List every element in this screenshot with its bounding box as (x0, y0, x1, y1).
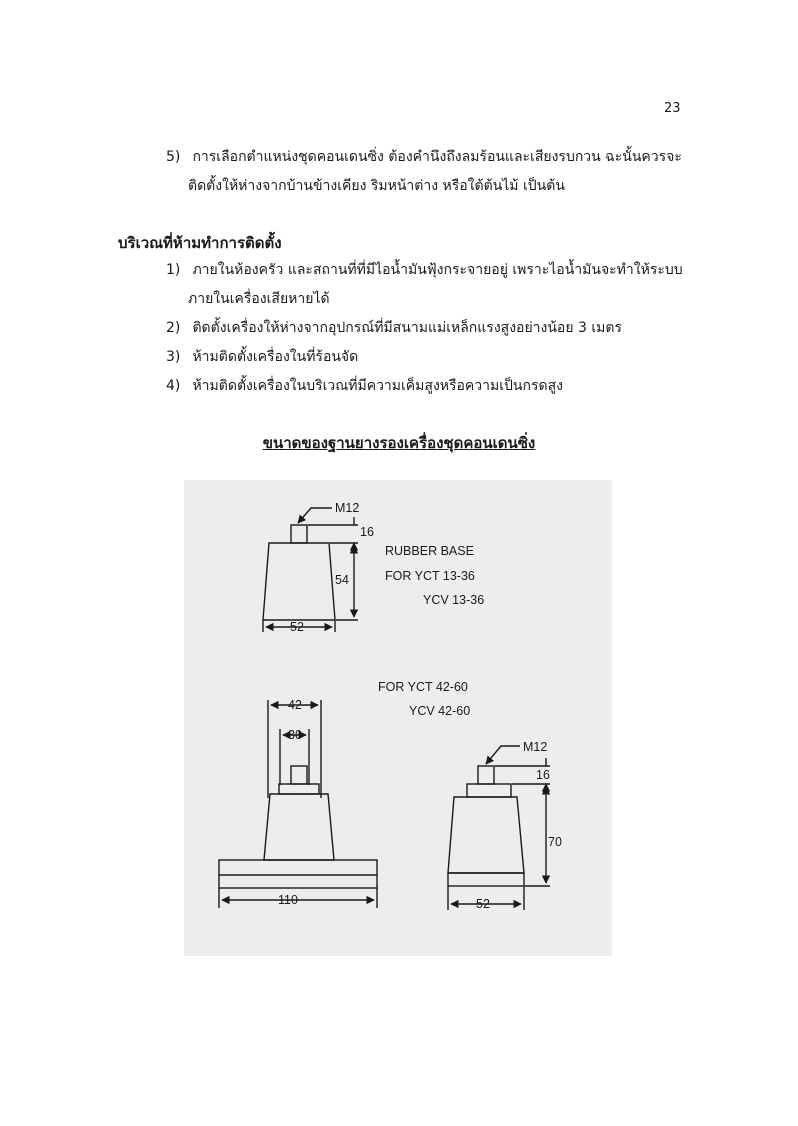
left-ext-line (268, 700, 321, 798)
right-body-height-label: 70 (548, 835, 562, 849)
left-base-plate (219, 860, 377, 888)
top-for-label: FOR YCT 13-36 (385, 569, 475, 583)
left-outer-label: 42 (288, 698, 302, 712)
top-bolt-leader (298, 508, 332, 523)
prohibited-item-2 (166, 314, 622, 343)
right-bolt-leader (486, 746, 520, 764)
left-base-label: 110 (278, 893, 298, 907)
middle-for-label: FOR YCT 42-60 (378, 680, 468, 694)
item-number: 4) (166, 378, 181, 394)
top-body (263, 543, 335, 620)
top-for-label-2: YCV 13-36 (423, 593, 485, 607)
item-text: การเลือกตำแหน่งชุดคอนเดนซิ่ง ต้องคำนึงถึงลมร้อนและเสียงรบกวน ฉะนั้นควรจะ (192, 149, 682, 165)
right-base-plate (448, 873, 524, 886)
right-plate (467, 784, 511, 797)
item-text-continued: ภายในเครื่องเสียหายได้ (188, 291, 330, 307)
right-body (448, 797, 524, 873)
right-base-width-label: 52 (476, 897, 490, 911)
prohibited-item-1 (166, 256, 683, 314)
item-text: ห้ามติดตั้งเครื่องในบริเวณที่มีความเค็มสูงหรือความเป็นกรดสูง (192, 378, 563, 394)
right-bolt-height-label: 16 (536, 768, 550, 782)
item-5 (166, 143, 682, 201)
prohibited-item-3 (166, 343, 358, 372)
right-bolt-label: M12 (523, 740, 548, 754)
item-number: 5) (166, 149, 181, 165)
section-heading: บริเวณที่ห้ามทำการติดตั้ง (118, 234, 282, 252)
left-ext-line (219, 888, 377, 908)
left-bolt (291, 766, 307, 784)
top-bolt-height-label: 16 (360, 525, 374, 539)
item-text: ห้ามติดตั้งเครื่องในที่ร้อนจัด (192, 349, 359, 365)
page-number: 23 (664, 101, 681, 116)
item-number: 2) (166, 320, 181, 336)
item-number: 3) (166, 349, 181, 365)
left-inner-label: 30 (288, 728, 302, 742)
right-rubber-base (448, 746, 550, 910)
rubber-base-figure (184, 480, 612, 956)
item-text-continued: ติดตั้งให้ห่างจากบ้านข้างเคียง ริมหน้าต่าง หรือใต้ต้นไม้ เป็นต้น (188, 178, 565, 194)
top-base-width-label: 52 (290, 620, 304, 634)
left-plate (279, 784, 319, 794)
item-text: ติดตั้งเครื่องให้ห่างจากอุปกรณ์ที่มีสนามแม่เหล็กแรงสูงอย่างน้อย 3 เมตร (192, 320, 622, 336)
right-bolt (478, 766, 494, 784)
item-number: 1) (166, 262, 181, 278)
figure-title: ขนาดของฐานยางรองเครื่องชุดคอนเดนซิ่ง (262, 434, 536, 452)
top-bolt (291, 525, 307, 543)
item-text: ภายในห้องครัว และสถานที่ที่มีไอน้ำมันฟุ้งกระจายอยู่ เพราะไอน้ำมันจะทำให้ระบบ (192, 262, 683, 278)
prohibited-item-4 (166, 372, 563, 401)
rubber-base-label: RUBBER BASE (385, 544, 474, 558)
middle-for-label-2: YCV 42-60 (409, 704, 471, 718)
top-bolt-label: M12 (335, 501, 360, 515)
top-body-height-label: 54 (335, 573, 349, 587)
left-body (264, 794, 334, 860)
top-rubber-base (263, 508, 358, 632)
rubber-base-drawing (184, 480, 612, 956)
